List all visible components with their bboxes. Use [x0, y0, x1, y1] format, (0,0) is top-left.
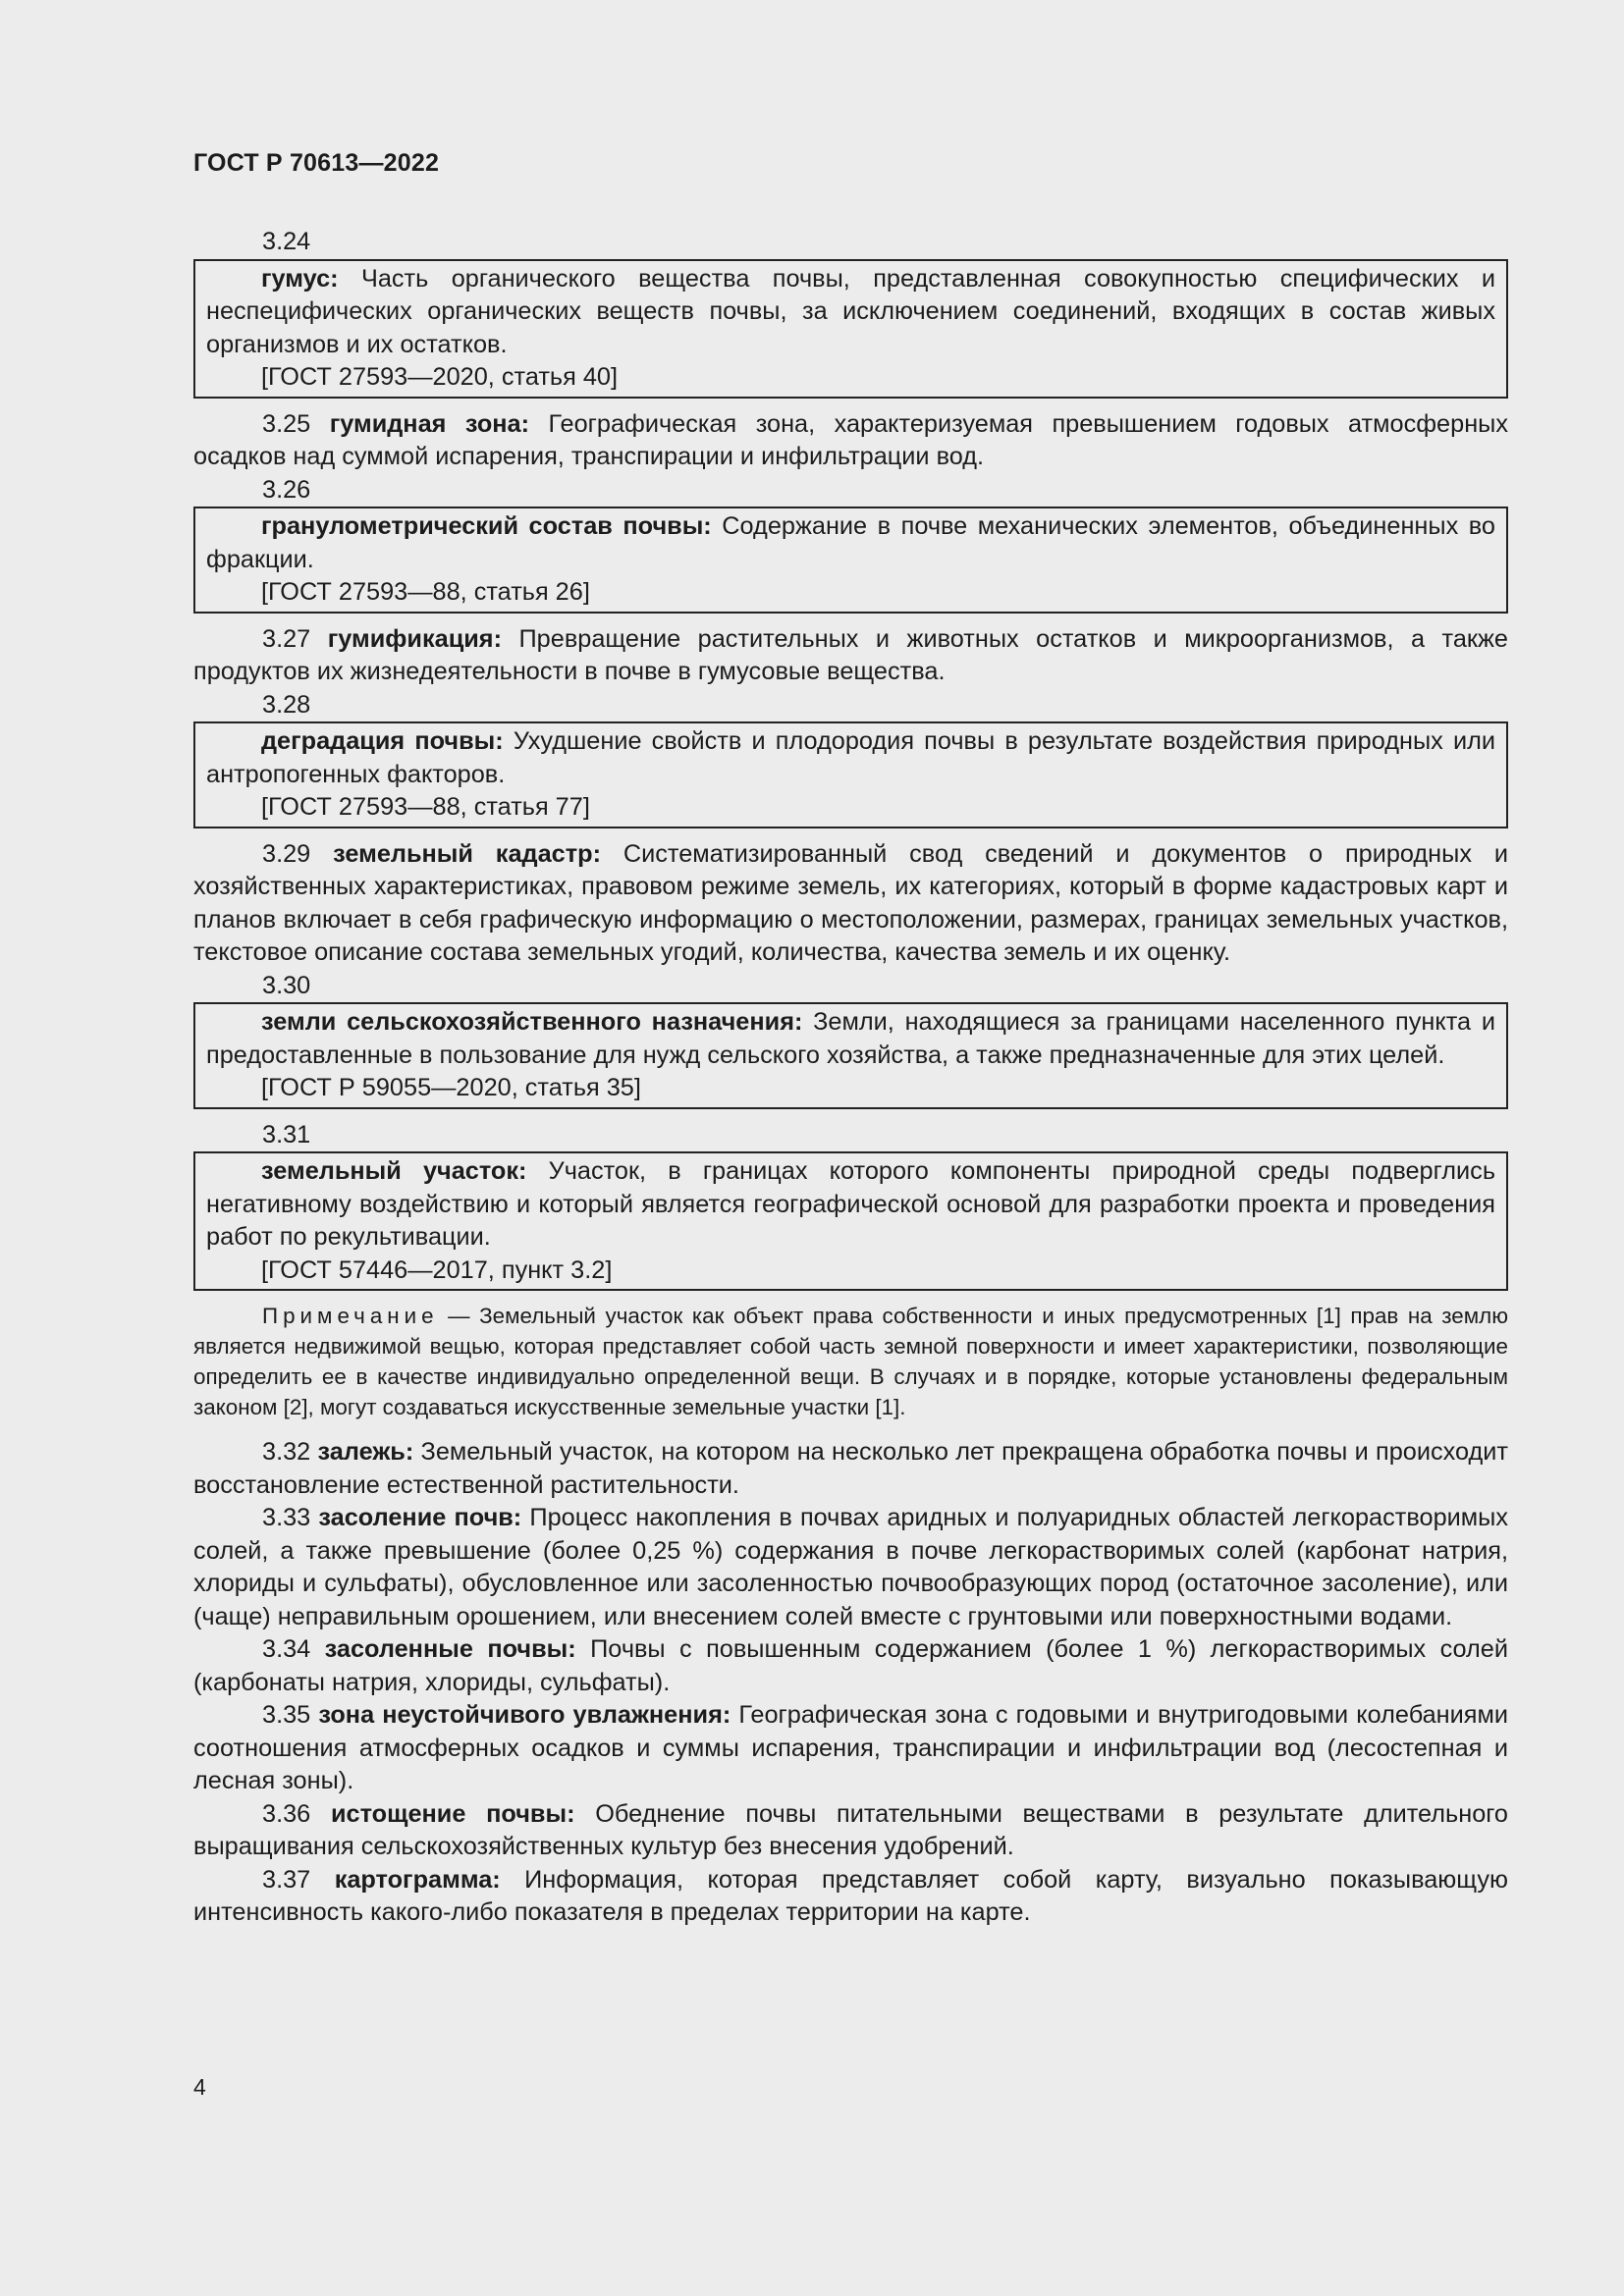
- source-reference: [ГОСТ 57446—2017, пункт 3.2]: [261, 1255, 613, 1284]
- definition-paragraph: [193, 623, 1508, 689]
- term: засоление почв:: [318, 1504, 522, 1531]
- entry-number: 3.37: [262, 1865, 311, 1894]
- note-paragraph: [193, 1301, 1508, 1422]
- source-reference: [ГОСТ 27593—2020, статья 40]: [261, 363, 618, 391]
- term: истощение почвы:: [330, 1799, 575, 1828]
- definition: Земельный участок, на котором на несколько лет прекращена обработка почвы и происходит восстановление естественной растительности.: [193, 1438, 1508, 1499]
- definition-paragraph: [193, 1502, 1508, 1633]
- definition: Обеднение почвы питательными веществами в результате длительного выращивания сельскохозяйственных культур без внесения удобрений.: [193, 1799, 1508, 1860]
- definition-paragraph: [193, 1798, 1508, 1864]
- definition: Содержание в почве механических элементов, объединенных во фракции.: [206, 512, 1495, 573]
- definition-box: [193, 721, 1508, 828]
- page-number: 4: [193, 2074, 206, 2100]
- definition: Почвы с повышенным содержанием (более 1 %) легкорастворимых солей (карбонаты натрия, хлориды, сульфаты).: [193, 1635, 1508, 1696]
- entry-number: 3.27: [262, 624, 311, 653]
- definition: Участок, в границах которого компоненты природной среды подверглись негативному воздействию и который является географической основой для разработки проекта и проведения работ по рекультивации.: [206, 1157, 1496, 1251]
- term: гумус:: [261, 264, 339, 293]
- entry-number: 3.26: [262, 475, 311, 504]
- term: земельный участок:: [261, 1157, 527, 1185]
- term: гумификация:: [327, 624, 502, 653]
- definition-paragraph: [193, 1436, 1508, 1502]
- definition-text: [206, 1155, 1495, 1255]
- definition-paragraph: [193, 1699, 1508, 1798]
- definition: Процесс накопления в почвах аридных и полуаридных областей легкорастворимых солей, а также превышение (более 0,25 %) содержания в почве легкорастворимых солей (карбонат натрия, хлориды и сульфаты), обусловленное или засоленностью почвообразующих пород (остаточное засоление), или (чаще) неправильным орошением, или внесением солей вместе с грунтовыми или поверхностными водами.: [193, 1504, 1508, 1630]
- entry-number: 3.32: [262, 1438, 311, 1466]
- entry-number: 3.30: [262, 971, 311, 999]
- source-reference: [ГОСТ Р 59055—2020, статья 35]: [261, 1074, 641, 1101]
- definition: Географическая зона с годовыми и внутригодовыми колебаниями соотношения атмосферных осадков и суммы испарения, транспирации и инфильтрации вод (лесостепная и лесная зоны).: [193, 1701, 1509, 1794]
- definition-paragraph: [193, 1864, 1508, 1930]
- document-header: ГОСТ Р 70613—2022: [193, 149, 440, 177]
- definition-text: [206, 725, 1495, 791]
- entry-number: 3.34: [262, 1635, 311, 1663]
- note-label: Примечание: [262, 1304, 439, 1328]
- term: деградация почвы:: [261, 727, 504, 755]
- entry-number: 3.28: [262, 690, 311, 719]
- definition-text: [206, 510, 1495, 576]
- entry-number: 3.36: [262, 1799, 311, 1828]
- entry-number: 3.24: [262, 228, 311, 255]
- definition: Ухудшение свойств и плодородия почвы в результате воздействия природных или антропогенных факторов.: [206, 727, 1495, 788]
- definition-paragraph: [193, 408, 1508, 474]
- term: земельный кадастр:: [333, 839, 602, 868]
- definition: Географическая зона, характеризуемая превышением годовых атмосферных осадков над суммой испарения, транспирации и инфильтрации вод.: [193, 409, 1508, 470]
- definition: Информация, которая представляет собой карту, визуально показывающую интенсивность какого-либо показателя в пределах территории на карте.: [193, 1865, 1508, 1926]
- definition-box: [193, 1151, 1508, 1291]
- definition-box: [193, 259, 1508, 399]
- definition-box: [193, 1002, 1508, 1109]
- definition-text: [206, 263, 1495, 362]
- entry-number: 3.25: [262, 409, 311, 438]
- definition: Превращение растительных и животных остатков и микроорганизмов, а также продуктов их жизнедеятельности в почве в гумусовые вещества.: [193, 624, 1508, 685]
- definition: Земли, находящиеся за границами населенного пункта и предоставленные в пользование для нужд сельского хозяйства, а также предназначенные для этих целей.: [206, 1008, 1495, 1069]
- entry-number: 3.29: [262, 839, 311, 868]
- entry-number: 3.31: [262, 1120, 311, 1148]
- term: гумидная зона:: [329, 409, 530, 438]
- definition: Часть органического вещества почвы, представленная совокупностью специфических и неспецифических органических веществ почвы, за исключением соединений, входящих в состав живых организмов и их остатков.: [206, 264, 1495, 358]
- source-reference: [ГОСТ 27593—88, статья 77]: [261, 793, 590, 821]
- entry-number: 3.33: [262, 1504, 311, 1531]
- term: картограмма:: [334, 1865, 501, 1894]
- term: зона неустойчивого увлажнения:: [318, 1701, 731, 1729]
- document-body: [193, 226, 1508, 1930]
- note-text: — Земельный участок как объект права собственности и иных предусмотренных [1] прав на землю является недвижимой вещью, которая представляет собой часть земной поверхности и имеет характеристики, позволяющие определить ее в качестве индивидуально определенной вещи. В случаях и в порядке, которые установлены федеральным законом [2], могут создаваться искусственные земельные участки [1].: [193, 1304, 1508, 1419]
- definition-paragraph: [193, 838, 1508, 970]
- term: засоленные почвы:: [324, 1635, 576, 1663]
- definition: Систематизированный свод сведений и документов о природных и хозяйственных характеристиках, правовом режиме земель, их категориях, который в форме кадастровых карт и планов включает в себя графическую информацию о местоположении, размерах, границах земельных участков, текстовое описание состава земельных угодий, количества, качества земель и их оценку.: [193, 839, 1508, 966]
- entry-number: 3.35: [262, 1701, 311, 1729]
- term: залежь:: [317, 1438, 414, 1466]
- definition-box: [193, 507, 1508, 614]
- term: земли сельскохозяйственного назначения:: [261, 1008, 803, 1036]
- definition-paragraph: [193, 1633, 1508, 1699]
- definition-text: [206, 1006, 1495, 1072]
- term: гранулометрический состав почвы:: [261, 512, 712, 540]
- source-reference: [ГОСТ 27593—88, статья 26]: [261, 578, 590, 606]
